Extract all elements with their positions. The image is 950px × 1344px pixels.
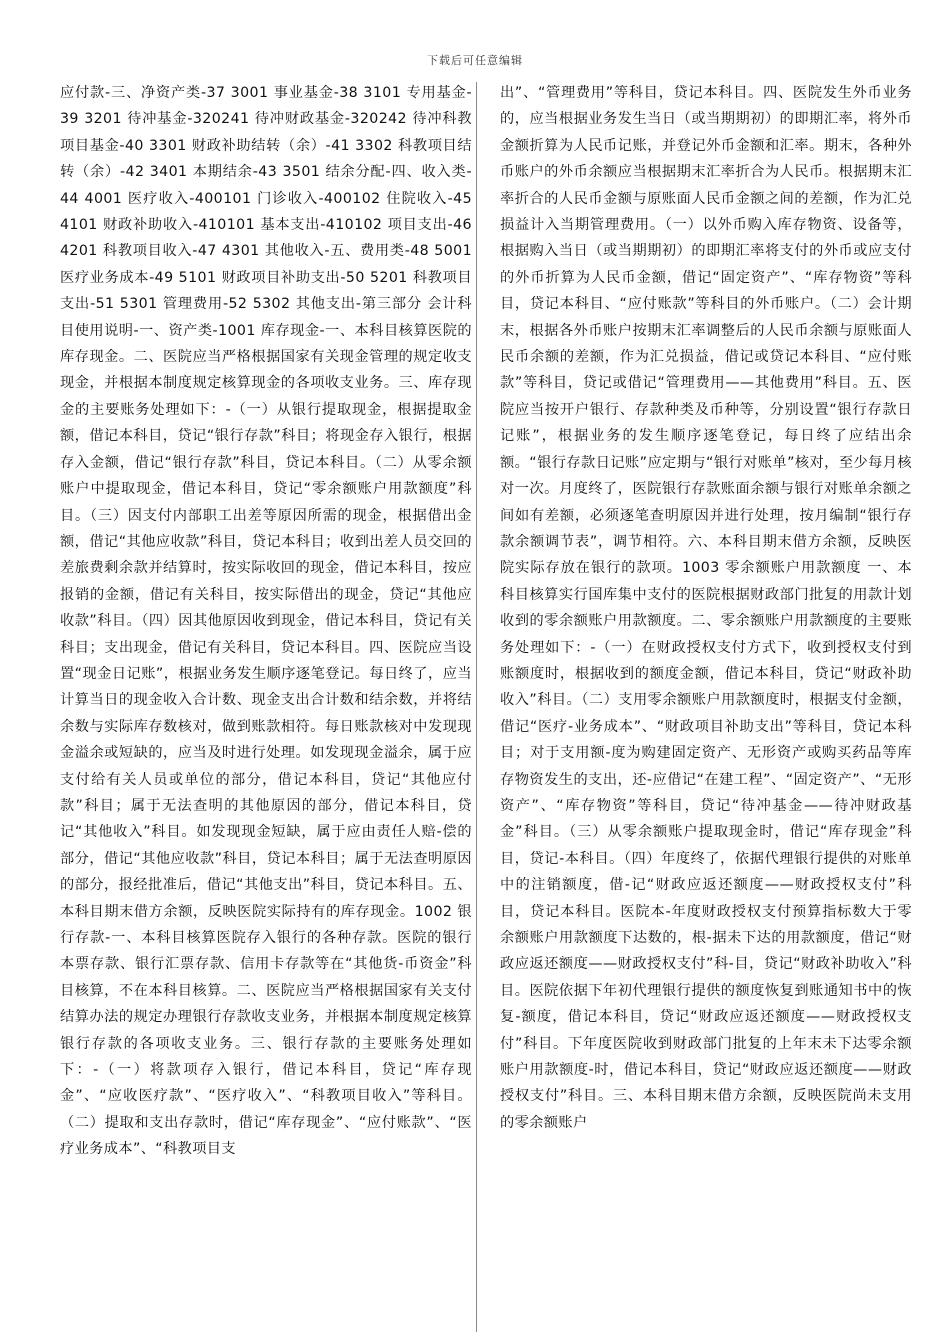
- page-header: 下载后可任意编辑: [427, 54, 523, 67]
- right-column: [500, 80, 912, 1330]
- column-divider: [476, 82, 477, 1332]
- left-column-text: 应付款-三、净资产类-37 3001 事业基金-38 3101 专用基金-39 3201 待冲基金-320241 待冲财政基金-320242 待冲科教项目基金-40 3301 财政补助结转（余）-41 3302 科教项目结转（余）-42 3401 本期结余-43 3501 结余分配-四、收入类-44 4001 医疗收入-400101 门诊收入-400102 住院收入-45 4101 财政补助收入-410101 基本支出-410102 项目支出-46 4201 科教项目收入-47 4301 其他收入-五、费用类-48 5001 医疗业务成本-49 5101 财政项目补助支出-50 5201 科教项目支出-51 5301 管理费用-52 5302 其他支出-第三部分 会计科目使用说明-一、资产类-1001 库存现金-一、本科目核算医院的库存现金。二、医院应当严格根据国家有关现金管理的规定收支现金，并根据本制度规定核算现金的各项收支业务。三、库存现金的主要账务处理如下：-（一）从银行提取现金，根据提取金额，借记本科目，贷记“银行存款”科目；将现金存入银行，根据存入金额，借记“银行存款”科目，贷记本科目。（二）从零余额账户中提取现金，借记本科目，贷记“零余额账户用款额度”科目。（三）因支付内部职工出差等原因所需的现金，根据借出金额，借记“其他应收款”科目，贷记本科目；收到出差人员交回的差旅费剩余款并结算时，按实际收回的现金，借记本科目，按应报销的金额，借记有关科目，按实际借出的现金，贷记“其他应收款”科目。（四）因其他原因收到现金，借记本科目，贷记有关科目；支出现金，借记有关科目，贷记本科目。四、医院应当设置“现金日记账”，根据业务发生顺序逐笔登记。每日终了，应当计算当日的现金收入合计数、现金支出合计数和结余数，并将结余数与实际库存数核对，做到账款相符。每日账款核对中发现现金溢余或短缺的，应当及时进行处理。如发现现金溢余，属于应支付给有关人员或单位的部分，借记本科目，贷记“其他应付款”科目；属于无法查明的其他原因的部分，借记本科目，贷记“其他收入”科目。如发现现金短缺，属于应由责任人赔-偿的部分，借记“其他应收款”科目，贷记本科目；属于无法查明原因的部分，报经批准后，借记“其他支出”科目，贷记本科目。五、本科目期末借方余额，反映医院实际持有的库存现金。1002 银行存款-一、本科目核算医院存入银行的各种存款。医院的银行本票存款、银行汇票存款、信用卡存款等在“其他货-币资金”科目核算，不在本科目核算。二、医院应当严格根据国家有关支付结算办法的规定办理银行存款收支业务，并根据本制度规定核算银行存款的各项收支业务。三、银行存款的主要账务处理如下：-（一）将款项存入银行，借记本科目，贷记“库存现金”、“应收医疗款”、“医疗收入”、“科教项目收入”等科目。（二）提取和支出存款时，借记“库存现金”、“应付账款”、“医疗业务成本”、“科教项目支: [60, 85, 472, 1158]
- left-column: [60, 80, 472, 1330]
- right-column-text: 出”、“管理费用”等科目，贷记本科目。四、医院发生外币业务的，应当根据业务发生当日（或当期期初）的即期汇率，将外币金额折算为人民币记账，并登记外币金额和汇率。期末，各种外币账户的外币余额应当根据期末汇率折合为人民币。根据期末汇率折合的人民币金额与原账面人民币金额之间的差额，作为汇兑损益计入当期管理费用。（一）以外币购入库存物资、设备等，根据购入当日（或当期期初）的即期汇率将支付的外币或应支付的外币折算为人民币金额，借记“固定资产”、“库存物资”等科目，贷记本科目、“应付账款”等科目的外币账户。（二）会计期末，根据各外币账户按期末汇率调整后的人民币余额与原账面人民币余额的差额，作为汇兑损益，借记或贷记本科目、“应付账款”等科目，贷记或借记“管理费用——其他费用”科目。五、医院应当按开户银行、存款种类及币种等，分别设置“银行存款日记账”，根据业务的发生顺序逐笔登记，每日终了应结出余额。“银行存款日记账”应定期与“银行对账单”核对，至少每月核对一次。月度终了，医院银行存款账面余额与银行对账单余额之间如有差额，必须逐笔查明原因并进行处理，按月编制“银行存款余额调节表”，调节相符。六、本科目期末借方余额，反映医院实际存放在银行的款项。1003 零余额账户用款额度 一、本科目核算实行国库集中支付的医院根据财政部门批复的用款计划收到的零余额账户用款额度。二、零余额账户用款额度的主要账务处理如下：-（一）在财政授权支付方式下，收到授权支付到账额度时，根据收到的额度金额，借记本科目，贷记“财政补助收入”科目。（二）支用零余额账户用款额度时，根据支付金额，借记“医疗-业务成本”、“财政项目补助支出”等科目，贷记本科目；对于支用额-度为购建固定资产、无形资产或购买药品等库存物资发生的支出，还-应借记“在建工程”、“固定资产”、“无形资产”、“库存物资”等科目，贷记“待冲基金——待冲财政基金”科目。（三）从零余额账户提取现金时，借记“库存现金”科目，贷记-本科目。（四）年度终了，依据代理银行提供的对账单中的注销额度，借-记“财政应返还额度——财政授权支付”科目，贷记本科目。医院本-年度财政授权支付预算指标数大于零余额账户用款额度下达数的，根-据未下达的用款额度，借记“财政应返还额度——财政授权支付”科-目，贷记“财政补助收入”科目。医院依据下年初代理银行提供的额度恢复到账通知书中的恢复-额度，借记本科目，贷记“财政应返还额度——财政授权支付”科目。下年度医院收到财政部门批复的上年末未下达零余额账户用款额度-时，借记本科目，贷记“财政应返还额度——财政授权支付”科目。三、本科目期末借方余额，反映医院尚未支用的零余额账户: [500, 85, 912, 1131]
